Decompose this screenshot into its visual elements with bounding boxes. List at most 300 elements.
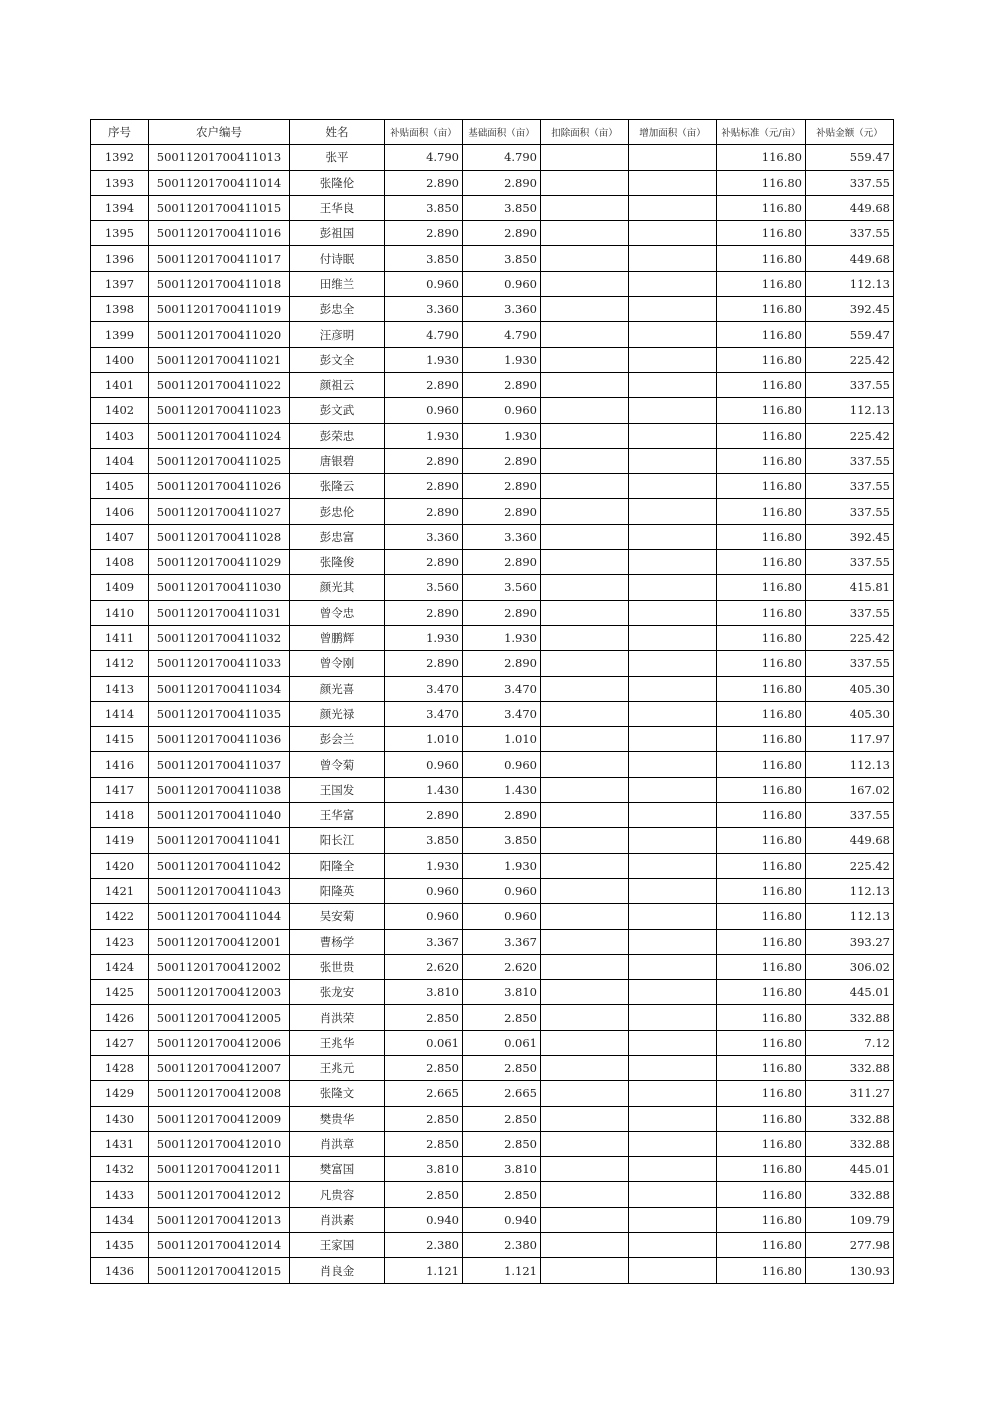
cell-subsidy-amount: 337.55 <box>806 803 894 828</box>
cell-seq: 1434 <box>91 1207 149 1232</box>
cell-subsidy-rate: 116.80 <box>717 1030 806 1055</box>
cell-subsidy-area: 2.850 <box>385 1005 463 1030</box>
cell-subsidy-rate: 116.80 <box>717 398 806 423</box>
table-row <box>91 980 894 1005</box>
cell-deducted-area <box>541 600 629 625</box>
cell-seq: 1432 <box>91 1157 149 1182</box>
cell-farmer-id: 50011201700412006 <box>149 1030 290 1055</box>
cell-base-area: 0.960 <box>463 398 541 423</box>
cell-base-area: 2.850 <box>463 1055 541 1080</box>
cell-subsidy-area: 0.960 <box>385 271 463 296</box>
cell-seq: 1403 <box>91 423 149 448</box>
cell-deducted-area <box>541 651 629 676</box>
cell-base-area: 2.890 <box>463 372 541 397</box>
cell-name: 彭文全 <box>290 347 385 372</box>
cell-base-area: 1.930 <box>463 853 541 878</box>
cell-deducted-area <box>541 1207 629 1232</box>
cell-subsidy-rate: 116.80 <box>717 195 806 220</box>
cell-added-area <box>629 246 717 271</box>
cell-name: 彭祖国 <box>290 221 385 246</box>
cell-farmer-id: 50011201700411019 <box>149 297 290 322</box>
table-row <box>91 625 894 650</box>
cell-deducted-area <box>541 1258 629 1283</box>
cell-base-area: 2.890 <box>463 448 541 473</box>
header-added-area: 增加面积（亩） <box>629 120 717 145</box>
table-row <box>91 1207 894 1232</box>
cell-farmer-id: 50011201700411032 <box>149 625 290 650</box>
table-row <box>91 398 894 423</box>
table-row <box>91 727 894 752</box>
cell-name: 阳隆英 <box>290 878 385 903</box>
cell-name: 樊贵华 <box>290 1106 385 1131</box>
cell-added-area <box>629 1233 717 1258</box>
cell-subsidy-rate: 116.80 <box>717 145 806 170</box>
cell-name: 肖洪章 <box>290 1131 385 1156</box>
cell-base-area: 1.121 <box>463 1258 541 1283</box>
cell-added-area <box>629 904 717 929</box>
cell-subsidy-rate: 116.80 <box>717 803 806 828</box>
cell-added-area <box>629 954 717 979</box>
cell-farmer-id: 50011201700412013 <box>149 1207 290 1232</box>
cell-farmer-id: 50011201700411016 <box>149 221 290 246</box>
table-row <box>91 1005 894 1030</box>
cell-subsidy-area: 3.470 <box>385 701 463 726</box>
cell-subsidy-rate: 116.80 <box>717 1131 806 1156</box>
cell-base-area: 2.890 <box>463 600 541 625</box>
cell-deducted-area <box>541 777 629 802</box>
cell-subsidy-rate: 116.80 <box>717 980 806 1005</box>
cell-seq: 1409 <box>91 575 149 600</box>
cell-name: 彭忠伦 <box>290 499 385 524</box>
cell-deducted-area <box>541 1131 629 1156</box>
cell-base-area: 1.930 <box>463 423 541 448</box>
cell-added-area <box>629 474 717 499</box>
cell-base-area: 2.890 <box>463 499 541 524</box>
cell-subsidy-area: 3.560 <box>385 575 463 600</box>
cell-deducted-area <box>541 803 629 828</box>
cell-seq: 1397 <box>91 271 149 296</box>
cell-base-area: 2.850 <box>463 1182 541 1207</box>
cell-subsidy-rate: 116.80 <box>717 727 806 752</box>
cell-farmer-id: 50011201700411026 <box>149 474 290 499</box>
cell-subsidy-area: 2.890 <box>385 221 463 246</box>
cell-added-area <box>629 752 717 777</box>
cell-subsidy-amount: 311.27 <box>806 1081 894 1106</box>
cell-name: 王兆元 <box>290 1055 385 1080</box>
cell-farmer-id: 50011201700412009 <box>149 1106 290 1131</box>
table-row <box>91 297 894 322</box>
table-row <box>91 853 894 878</box>
header-subsidy-amount: 补贴金额（元） <box>806 120 894 145</box>
table-row <box>91 1106 894 1131</box>
cell-seq: 1429 <box>91 1081 149 1106</box>
cell-deducted-area <box>541 347 629 372</box>
cell-farmer-id: 50011201700412008 <box>149 1081 290 1106</box>
cell-subsidy-amount: 337.55 <box>806 221 894 246</box>
cell-farmer-id: 50011201700411035 <box>149 701 290 726</box>
cell-deducted-area <box>541 929 629 954</box>
table-row <box>91 195 894 220</box>
cell-farmer-id: 50011201700412001 <box>149 929 290 954</box>
cell-subsidy-area: 2.890 <box>385 372 463 397</box>
table-row <box>91 803 894 828</box>
cell-subsidy-rate: 116.80 <box>717 625 806 650</box>
cell-subsidy-rate: 116.80 <box>717 1081 806 1106</box>
cell-farmer-id: 50011201700412014 <box>149 1233 290 1258</box>
cell-subsidy-amount: 445.01 <box>806 1157 894 1182</box>
cell-name: 王国发 <box>290 777 385 802</box>
cell-deducted-area <box>541 524 629 549</box>
cell-base-area: 2.380 <box>463 1233 541 1258</box>
table-header-row <box>91 120 894 145</box>
header-name: 姓名 <box>290 120 385 145</box>
cell-seq: 1417 <box>91 777 149 802</box>
cell-subsidy-rate: 116.80 <box>717 752 806 777</box>
cell-seq: 1414 <box>91 701 149 726</box>
cell-deducted-area <box>541 221 629 246</box>
table-row <box>91 372 894 397</box>
cell-name: 颜光禄 <box>290 701 385 726</box>
cell-farmer-id: 50011201700411025 <box>149 448 290 473</box>
cell-subsidy-rate: 116.80 <box>717 954 806 979</box>
cell-added-area <box>629 727 717 752</box>
cell-subsidy-rate: 116.80 <box>717 322 806 347</box>
cell-deducted-area <box>541 878 629 903</box>
cell-farmer-id: 50011201700411029 <box>149 550 290 575</box>
cell-farmer-id: 50011201700411031 <box>149 600 290 625</box>
cell-farmer-id: 50011201700411020 <box>149 322 290 347</box>
cell-seq: 1398 <box>91 297 149 322</box>
cell-name: 颜祖云 <box>290 372 385 397</box>
cell-added-area <box>629 600 717 625</box>
cell-added-area <box>629 271 717 296</box>
cell-subsidy-rate: 116.80 <box>717 853 806 878</box>
cell-subsidy-amount: 449.68 <box>806 195 894 220</box>
cell-farmer-id: 50011201700412007 <box>149 1055 290 1080</box>
cell-seq: 1412 <box>91 651 149 676</box>
cell-deducted-area <box>541 980 629 1005</box>
cell-name: 张世贵 <box>290 954 385 979</box>
cell-base-area: 2.850 <box>463 1005 541 1030</box>
cell-base-area: 0.960 <box>463 878 541 903</box>
cell-farmer-id: 50011201700412002 <box>149 954 290 979</box>
cell-subsidy-area: 4.790 <box>385 322 463 347</box>
cell-subsidy-rate: 116.80 <box>717 878 806 903</box>
cell-subsidy-amount: 445.01 <box>806 980 894 1005</box>
cell-subsidy-rate: 116.80 <box>717 170 806 195</box>
cell-subsidy-area: 2.890 <box>385 803 463 828</box>
cell-seq: 1425 <box>91 980 149 1005</box>
cell-base-area: 4.790 <box>463 322 541 347</box>
cell-added-area <box>629 448 717 473</box>
cell-base-area: 0.061 <box>463 1030 541 1055</box>
cell-deducted-area <box>541 1233 629 1258</box>
cell-subsidy-area: 2.850 <box>385 1131 463 1156</box>
cell-name: 张隆文 <box>290 1081 385 1106</box>
cell-farmer-id: 50011201700412005 <box>149 1005 290 1030</box>
cell-deducted-area <box>541 727 629 752</box>
cell-subsidy-amount: 405.30 <box>806 676 894 701</box>
cell-name: 王华良 <box>290 195 385 220</box>
cell-subsidy-area: 1.430 <box>385 777 463 802</box>
cell-name: 王家国 <box>290 1233 385 1258</box>
cell-subsidy-rate: 116.80 <box>717 1005 806 1030</box>
cell-subsidy-rate: 116.80 <box>717 499 806 524</box>
cell-base-area: 0.960 <box>463 752 541 777</box>
header-deducted-area: 扣除面积（亩） <box>541 120 629 145</box>
header-subsidy-area: 补贴面积（亩） <box>385 120 463 145</box>
cell-base-area: 2.890 <box>463 221 541 246</box>
table-row <box>91 448 894 473</box>
cell-name: 肖洪素 <box>290 1207 385 1232</box>
table-row <box>91 1030 894 1055</box>
cell-farmer-id: 50011201700411017 <box>149 246 290 271</box>
cell-seq: 1392 <box>91 145 149 170</box>
cell-subsidy-area: 2.890 <box>385 600 463 625</box>
cell-subsidy-amount: 332.88 <box>806 1131 894 1156</box>
cell-farmer-id: 50011201700412003 <box>149 980 290 1005</box>
cell-farmer-id: 50011201700411022 <box>149 372 290 397</box>
cell-base-area: 3.810 <box>463 1157 541 1182</box>
cell-subsidy-rate: 116.80 <box>717 347 806 372</box>
cell-added-area <box>629 221 717 246</box>
table-row <box>91 777 894 802</box>
cell-name: 彭文武 <box>290 398 385 423</box>
cell-subsidy-amount: 225.42 <box>806 423 894 448</box>
cell-subsidy-amount: 225.42 <box>806 347 894 372</box>
cell-base-area: 3.810 <box>463 980 541 1005</box>
cell-farmer-id: 50011201700411018 <box>149 271 290 296</box>
table-row <box>91 499 894 524</box>
cell-added-area <box>629 423 717 448</box>
cell-base-area: 4.790 <box>463 145 541 170</box>
cell-deducted-area <box>541 170 629 195</box>
cell-deducted-area <box>541 1106 629 1131</box>
cell-added-area <box>629 651 717 676</box>
cell-subsidy-rate: 116.80 <box>717 1258 806 1283</box>
cell-deducted-area <box>541 853 629 878</box>
cell-deducted-area <box>541 1030 629 1055</box>
cell-farmer-id: 50011201700411024 <box>149 423 290 448</box>
cell-subsidy-rate: 116.80 <box>717 777 806 802</box>
cell-farmer-id: 50011201700411028 <box>149 524 290 549</box>
cell-name: 彭荣忠 <box>290 423 385 448</box>
cell-base-area: 2.850 <box>463 1131 541 1156</box>
cell-subsidy-area: 3.360 <box>385 297 463 322</box>
cell-base-area: 3.360 <box>463 524 541 549</box>
cell-name: 阳隆全 <box>290 853 385 878</box>
cell-subsidy-amount: 112.13 <box>806 878 894 903</box>
cell-subsidy-amount: 117.97 <box>806 727 894 752</box>
table-row <box>91 878 894 903</box>
cell-deducted-area <box>541 297 629 322</box>
cell-added-area <box>629 550 717 575</box>
cell-farmer-id: 50011201700411042 <box>149 853 290 878</box>
cell-subsidy-area: 0.940 <box>385 1207 463 1232</box>
cell-name: 樊富国 <box>290 1157 385 1182</box>
cell-farmer-id: 50011201700411043 <box>149 878 290 903</box>
cell-subsidy-amount: 332.88 <box>806 1005 894 1030</box>
header-farmer-id: 农户编号 <box>149 120 290 145</box>
cell-subsidy-amount: 337.55 <box>806 372 894 397</box>
cell-name: 凡贵容 <box>290 1182 385 1207</box>
cell-added-area <box>629 297 717 322</box>
table-row <box>91 1157 894 1182</box>
cell-subsidy-area: 3.360 <box>385 524 463 549</box>
cell-subsidy-amount: 559.47 <box>806 145 894 170</box>
cell-subsidy-area: 3.850 <box>385 246 463 271</box>
cell-subsidy-amount: 112.13 <box>806 752 894 777</box>
cell-seq: 1431 <box>91 1131 149 1156</box>
cell-added-area <box>629 322 717 347</box>
cell-added-area <box>629 1207 717 1232</box>
cell-deducted-area <box>541 701 629 726</box>
cell-base-area: 0.940 <box>463 1207 541 1232</box>
cell-added-area <box>629 625 717 650</box>
table-row <box>91 221 894 246</box>
cell-subsidy-amount: 337.55 <box>806 448 894 473</box>
cell-subsidy-area: 0.960 <box>385 752 463 777</box>
cell-name: 张隆俊 <box>290 550 385 575</box>
cell-subsidy-area: 1.930 <box>385 625 463 650</box>
cell-name: 曹杨学 <box>290 929 385 954</box>
cell-base-area: 2.890 <box>463 651 541 676</box>
table-row <box>91 322 894 347</box>
cell-deducted-area <box>541 271 629 296</box>
cell-name: 吴安菊 <box>290 904 385 929</box>
table-row <box>91 701 894 726</box>
cell-seq: 1410 <box>91 600 149 625</box>
cell-name: 王兆华 <box>290 1030 385 1055</box>
cell-subsidy-amount: 337.55 <box>806 651 894 676</box>
table-row <box>91 904 894 929</box>
cell-base-area: 0.960 <box>463 904 541 929</box>
cell-subsidy-area: 2.890 <box>385 170 463 195</box>
cell-subsidy-amount: 337.55 <box>806 474 894 499</box>
cell-base-area: 1.010 <box>463 727 541 752</box>
cell-subsidy-amount: 337.55 <box>806 170 894 195</box>
cell-base-area: 3.367 <box>463 929 541 954</box>
cell-subsidy-area: 3.367 <box>385 929 463 954</box>
table-row <box>91 929 894 954</box>
cell-subsidy-rate: 116.80 <box>717 221 806 246</box>
cell-subsidy-area: 0.960 <box>385 878 463 903</box>
table-row <box>91 1182 894 1207</box>
cell-name: 颜光喜 <box>290 676 385 701</box>
cell-subsidy-amount: 415.81 <box>806 575 894 600</box>
cell-subsidy-rate: 116.80 <box>717 1233 806 1258</box>
cell-seq: 1435 <box>91 1233 149 1258</box>
table-row <box>91 651 894 676</box>
cell-subsidy-area: 1.930 <box>385 347 463 372</box>
cell-base-area: 3.560 <box>463 575 541 600</box>
cell-base-area: 3.470 <box>463 701 541 726</box>
cell-farmer-id: 50011201700411027 <box>149 499 290 524</box>
cell-deducted-area <box>541 676 629 701</box>
cell-farmer-id: 50011201700412010 <box>149 1131 290 1156</box>
cell-seq: 1396 <box>91 246 149 271</box>
cell-added-area <box>629 1258 717 1283</box>
cell-deducted-area <box>541 499 629 524</box>
cell-subsidy-area: 1.010 <box>385 727 463 752</box>
cell-added-area <box>629 701 717 726</box>
cell-subsidy-amount: 277.98 <box>806 1233 894 1258</box>
cell-subsidy-amount: 167.02 <box>806 777 894 802</box>
cell-added-area <box>629 1182 717 1207</box>
cell-subsidy-area: 0.960 <box>385 904 463 929</box>
cell-added-area <box>629 1055 717 1080</box>
cell-name: 曾令忠 <box>290 600 385 625</box>
cell-subsidy-area: 0.960 <box>385 398 463 423</box>
table-row <box>91 271 894 296</box>
cell-farmer-id: 50011201700412015 <box>149 1258 290 1283</box>
cell-seq: 1436 <box>91 1258 149 1283</box>
cell-base-area: 2.890 <box>463 550 541 575</box>
cell-subsidy-area: 3.810 <box>385 980 463 1005</box>
cell-subsidy-area: 1.930 <box>385 423 463 448</box>
cell-base-area: 1.930 <box>463 625 541 650</box>
cell-seq: 1424 <box>91 954 149 979</box>
cell-added-area <box>629 853 717 878</box>
cell-farmer-id: 50011201700411037 <box>149 752 290 777</box>
cell-subsidy-amount: 112.13 <box>806 904 894 929</box>
cell-seq: 1423 <box>91 929 149 954</box>
cell-subsidy-area: 2.380 <box>385 1233 463 1258</box>
cell-base-area: 2.620 <box>463 954 541 979</box>
cell-subsidy-amount: 332.88 <box>806 1055 894 1080</box>
cell-farmer-id: 50011201700411044 <box>149 904 290 929</box>
cell-added-area <box>629 524 717 549</box>
cell-subsidy-rate: 116.80 <box>717 600 806 625</box>
cell-seq: 1393 <box>91 170 149 195</box>
cell-deducted-area <box>541 828 629 853</box>
cell-subsidy-area: 3.470 <box>385 676 463 701</box>
cell-added-area <box>629 575 717 600</box>
cell-seq: 1404 <box>91 448 149 473</box>
cell-seq: 1394 <box>91 195 149 220</box>
cell-subsidy-rate: 116.80 <box>717 550 806 575</box>
cell-seq: 1430 <box>91 1106 149 1131</box>
cell-base-area: 1.430 <box>463 777 541 802</box>
cell-subsidy-rate: 116.80 <box>717 676 806 701</box>
cell-seq: 1413 <box>91 676 149 701</box>
cell-deducted-area <box>541 575 629 600</box>
cell-added-area <box>629 145 717 170</box>
cell-base-area: 3.850 <box>463 246 541 271</box>
table-row <box>91 575 894 600</box>
cell-base-area: 3.360 <box>463 297 541 322</box>
cell-subsidy-amount: 112.13 <box>806 398 894 423</box>
cell-name: 付诗眠 <box>290 246 385 271</box>
cell-deducted-area <box>541 954 629 979</box>
cell-seq: 1422 <box>91 904 149 929</box>
cell-name: 阳长江 <box>290 828 385 853</box>
cell-subsidy-amount: 559.47 <box>806 322 894 347</box>
cell-name: 颜光其 <box>290 575 385 600</box>
table-row <box>91 474 894 499</box>
cell-seq: 1411 <box>91 625 149 650</box>
cell-subsidy-rate: 116.80 <box>717 372 806 397</box>
cell-name: 张平 <box>290 145 385 170</box>
cell-name: 彭会兰 <box>290 727 385 752</box>
cell-farmer-id: 50011201700411033 <box>149 651 290 676</box>
cell-subsidy-amount: 392.45 <box>806 524 894 549</box>
cell-subsidy-amount: 337.55 <box>806 600 894 625</box>
cell-seq: 1418 <box>91 803 149 828</box>
cell-deducted-area <box>541 1055 629 1080</box>
cell-subsidy-rate: 116.80 <box>717 474 806 499</box>
cell-name: 张龙安 <box>290 980 385 1005</box>
